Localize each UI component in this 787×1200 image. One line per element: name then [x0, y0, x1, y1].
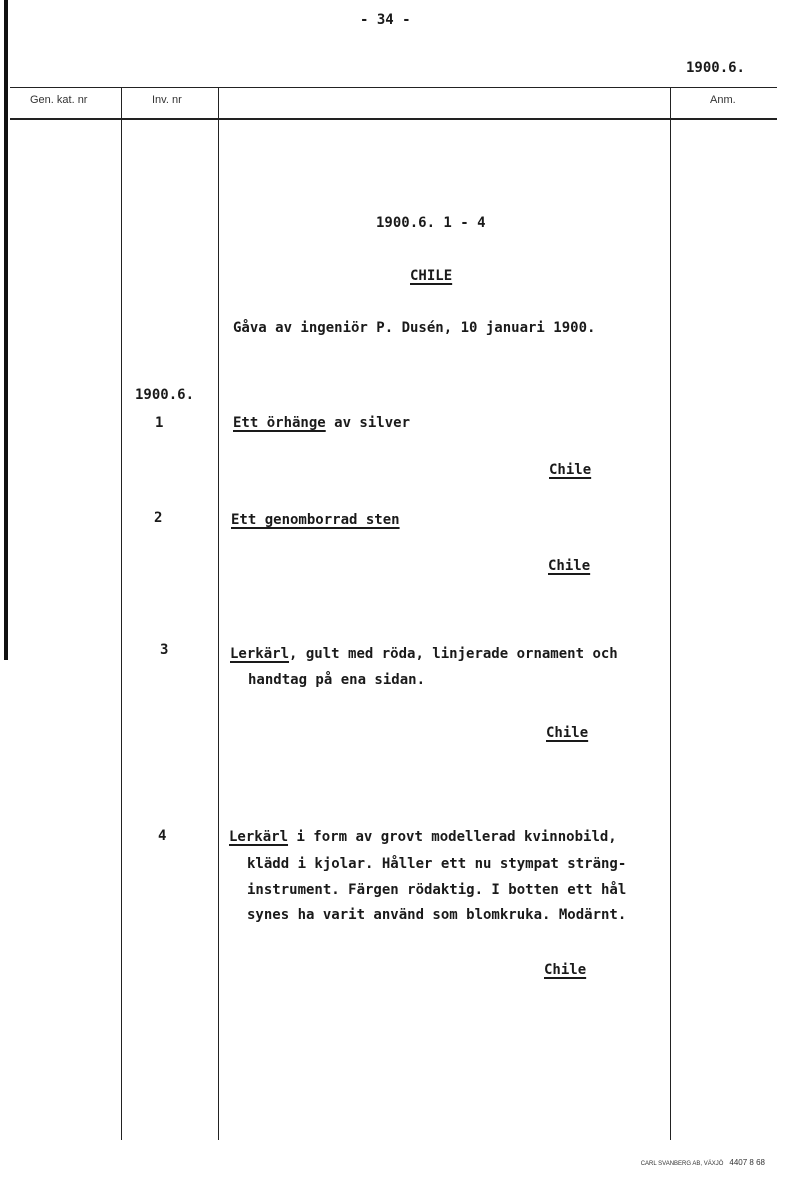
form-code: 4407 8 68 — [729, 1158, 765, 1167]
column-divider-2 — [218, 88, 219, 1140]
entry-description — [229, 829, 617, 845]
entry-text: av silver — [325, 415, 411, 431]
series-number: 1900.6. — [685, 60, 745, 76]
entry-text: , gult med röda, linjerade ornament och — [289, 646, 618, 662]
entry-place: Chile — [544, 962, 587, 978]
entry-term: Lerkärl — [229, 829, 289, 845]
entry-place: Chile — [548, 558, 591, 574]
entry-place: Chile — [549, 462, 592, 478]
entry-term: Ett genomborrad sten — [231, 512, 400, 528]
column-divider-3 — [670, 88, 671, 1140]
left-margin-bar — [4, 0, 8, 660]
column-header-gen-kat-nr: Gen. kat. nr — [30, 94, 88, 106]
entry-continuation: instrument. Färgen rödaktig. I botten ett hål — [247, 882, 627, 898]
entry-text: i form av grovt modellerad kvinnobild, — [288, 829, 617, 845]
entry-number: 2 — [154, 510, 163, 526]
entry-continuation: handtag på ena sidan. — [248, 672, 426, 688]
entry-description — [230, 646, 618, 662]
entry-description — [233, 415, 410, 431]
entry-description — [231, 512, 400, 528]
printer-footer — [641, 1158, 765, 1167]
inv-prefix: 1900.6. — [135, 387, 195, 403]
page-number: - 34 - — [360, 12, 411, 28]
entry-place: Chile — [546, 725, 589, 741]
printer-name: CARL SVANBERG AB, VÄXJÖ — [640, 1161, 724, 1167]
entry-term: Ett örhänge — [233, 415, 326, 431]
entry-number: 1 — [155, 415, 164, 431]
entry-term: Lerkärl — [230, 646, 290, 662]
series-range: 1900.6. 1 - 4 — [376, 215, 486, 231]
entry-number: 4 — [158, 828, 167, 844]
header-top-rule — [10, 87, 777, 88]
column-divider-1 — [121, 88, 122, 1140]
entry-continuation: synes ha varit använd som blomkruka. Modärnt. — [247, 907, 627, 923]
donation-line: Gåva av ingeniör P. Dusén, 10 januari 1900. — [233, 320, 596, 336]
country-heading: CHILE — [410, 268, 453, 284]
entry-continuation: klädd i kjolar. Håller ett nu stympat sträng- — [247, 856, 627, 872]
header-bottom-rule — [10, 118, 777, 120]
column-header-inv-nr: Inv. nr — [152, 94, 182, 106]
column-header-anm: Anm. — [710, 94, 736, 106]
entry-number: 3 — [160, 642, 169, 658]
